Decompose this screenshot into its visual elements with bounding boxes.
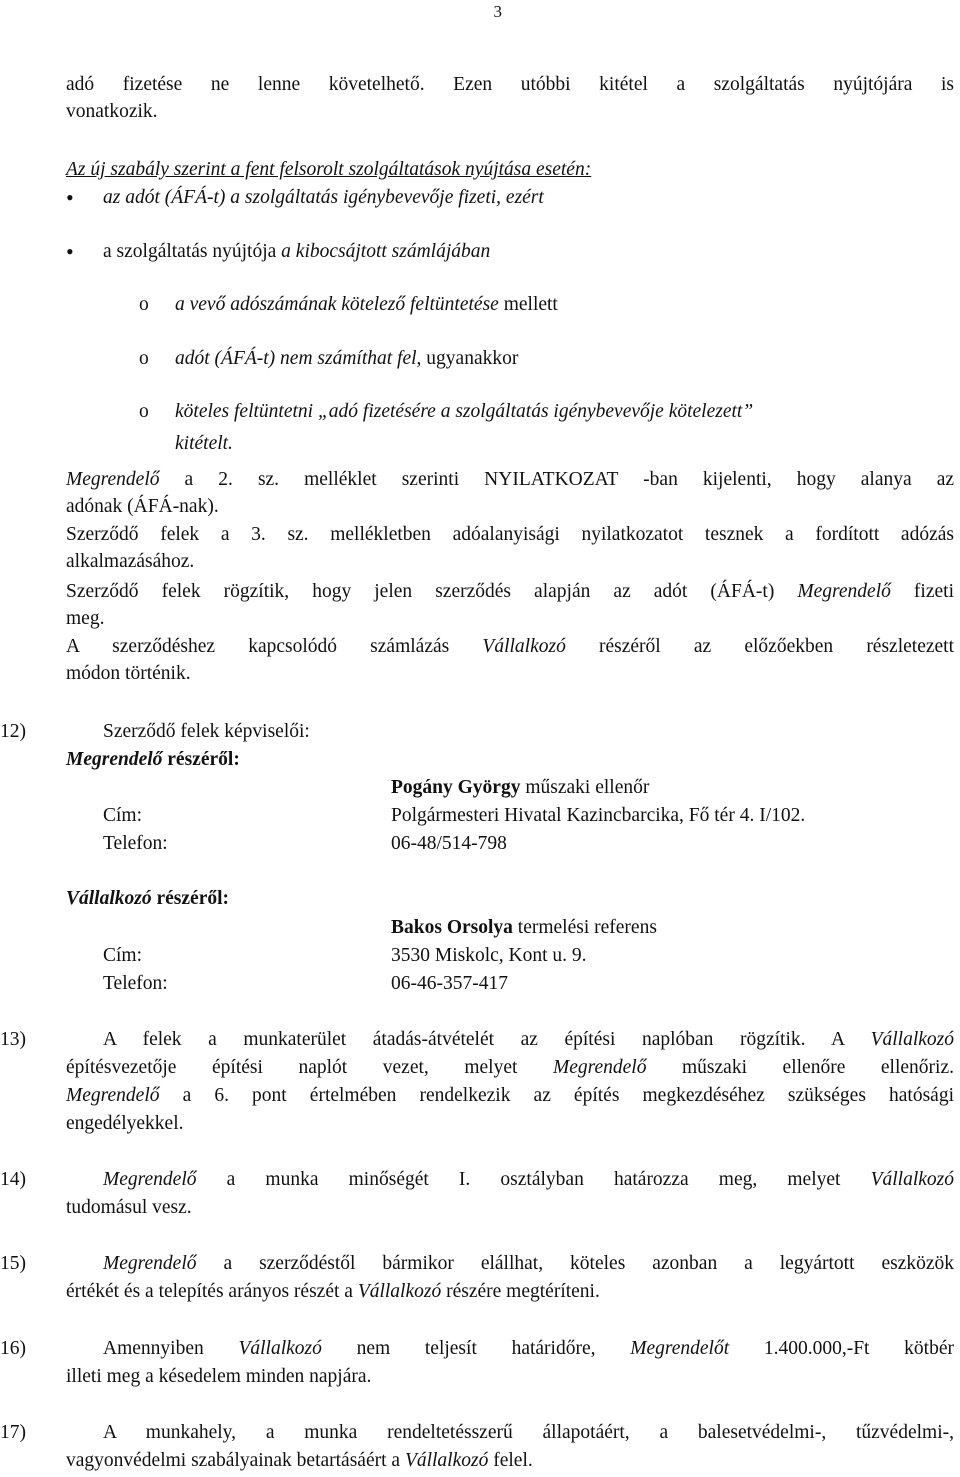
section-16-line-2: illeti meg a késedelem minden napjára. <box>66 1366 372 1387</box>
section-13-line-3: Megrendelő a 6. pont értelmében rendelkezik az építés megkezdéséhez szükséges hatósági <box>66 1085 954 1106</box>
megrendelo-address: Polgármesteri Hivatal Kazincbarcika, Fő tér 4. I/102. <box>391 805 806 826</box>
paragraph-megrendelo-nyilatkozat: Megrendelő a 2. sz. melléklet szerinti NYILATKOZAT -ban kijelenti, hogy alanya az <box>66 469 954 490</box>
paragraph-szerzodo-felek: Szerződő felek a 3. sz. mellékletben adóalanyisági nyilatkozatot tesznek a fordított adózás <box>66 524 954 545</box>
section-13-line-1: A felek a munkaterület átadás-átvételét az építési naplóban rögzítik. A Vállalkozó <box>103 1029 954 1050</box>
paragraph-rogzitik: Szerződő felek rögzítik, hogy jelen szerződés alapján az adót (ÁFÁ-t) Megrendelő fizeti <box>66 581 954 602</box>
bullet-text: az adót (ÁFÁ-t) a szolgáltatás igénybevevője fizeti, ezért <box>103 187 544 208</box>
section-14-line-2: tudomásul vesz. <box>66 1197 192 1218</box>
section-13-line-2: építésvezetője építési naplót vezet, melyet Megrendelő műszaki ellenőre ellenőriz. <box>66 1057 954 1078</box>
section-number: 12) <box>0 721 26 742</box>
circle-bullet-icon: o <box>139 401 149 422</box>
vallalkozo-representative: Bakos Orsolya termelési referens <box>391 917 657 938</box>
circle-bullet-icon: o <box>139 294 149 315</box>
paragraph-line: adónak (ÁFÁ-nak). <box>66 496 219 517</box>
section-17-line-2: vagyonvédelmi szabályainak betartásáért a Vállalkozó felel. <box>66 1450 533 1471</box>
telefon-label: Telefon: <box>103 973 168 994</box>
rule-heading: Az új szabály szerint a fent felsorolt szolgáltatások nyújtása esetén: <box>66 159 592 180</box>
vallalkozo-phone: 06-46-357-417 <box>391 973 508 994</box>
bullet-icon: • <box>66 239 74 264</box>
sub-item-3-cont: kitételt. <box>175 433 233 454</box>
cim-label: Cím: <box>103 805 143 826</box>
section-number: 14) <box>0 1169 26 1190</box>
bullet-icon: • <box>66 185 74 210</box>
page-number: 3 <box>493 2 502 21</box>
vallalkozo-heading: Vállalkozó részéről: <box>66 888 230 909</box>
paragraph-line: alkalmazásához. <box>66 551 195 572</box>
section-number: 16) <box>0 1338 26 1359</box>
section-14-line-1: Megrendelő a munka minőségét I. osztályban határozza meg, melyet Vállalkozó <box>103 1169 954 1190</box>
vallalkozo-address: 3530 Miskolc, Kont u. 9. <box>391 945 587 966</box>
section-title: Szerződő felek képviselői: <box>103 721 310 742</box>
section-15-line-2: értékét és a telepítés arányos részét a Vállalkozó részére megtéríteni. <box>66 1281 600 1302</box>
section-number: 17) <box>0 1422 26 1443</box>
paragraph-szamlazas: A szerződéshez kapcsolódó számlázás Vállalkozó részéről az előzőekben részletezett <box>66 636 954 657</box>
section-13-line-4: engedélyekkel. <box>66 1113 184 1134</box>
cim-label: Cím: <box>103 945 143 966</box>
section-15-line-1: Megrendelő a szerződéstől bármikor elállhat, köteles azonban a legyártott eszközök <box>103 1253 954 1274</box>
intro-line-1: adó fizetése ne lenne követelhető. Ezen utóbbi kitétel a szolgáltatás nyújtójára is <box>66 74 954 95</box>
megrendelo-heading: Megrendelő részéről: <box>66 749 240 770</box>
section-number: 15) <box>0 1253 26 1274</box>
circle-bullet-icon: o <box>139 348 149 369</box>
section-16-line-1: Amennyiben Vállalkozó nem teljesít határidőre, Megrendelőt 1.400.000,-Ft kötbér <box>103 1338 954 1359</box>
paragraph-line: meg. <box>66 608 105 629</box>
megrendelo-representative: Pogány György műszaki ellenőr <box>391 777 650 798</box>
section-17-line-1: A munkahely, a munka rendeltetésszerű állapotáért, a balesetvédelmi-, tűzvédelmi-, <box>103 1422 954 1443</box>
intro-line-2: vonatkozik. <box>66 101 158 122</box>
telefon-label: Telefon: <box>103 833 168 854</box>
paragraph-line: módon történik. <box>66 663 191 684</box>
section-number: 13) <box>0 1029 26 1050</box>
megrendelo-phone: 06-48/514-798 <box>391 833 507 854</box>
